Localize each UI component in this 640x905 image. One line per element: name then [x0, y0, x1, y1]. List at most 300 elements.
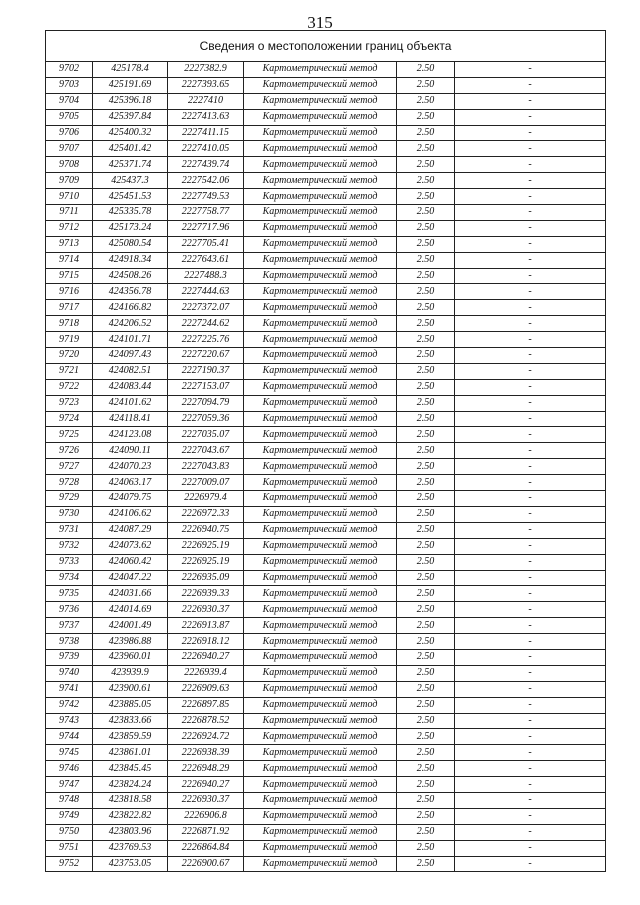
x-coordinate: 423845.45: [93, 761, 168, 777]
accuracy-cell: 2.50: [397, 109, 455, 125]
method-cell: Картометрический метод: [244, 745, 397, 761]
point-number: 9703: [46, 77, 93, 93]
method-cell: Картометрический метод: [244, 300, 397, 316]
x-coordinate: 424918.34: [93, 252, 168, 268]
point-number: 9714: [46, 252, 93, 268]
table-row: [46, 252, 606, 268]
description-cell: -: [455, 665, 606, 681]
table-row: [46, 236, 606, 252]
y-coordinate: 2227035.07: [168, 427, 244, 443]
page-number: 315: [307, 13, 333, 32]
description-cell: -: [455, 157, 606, 173]
x-coordinate: 424356.78: [93, 284, 168, 300]
accuracy-cell: 2.50: [397, 62, 455, 78]
point-number: 9749: [46, 808, 93, 824]
x-coordinate: 425400.32: [93, 125, 168, 141]
accuracy-cell: 2.50: [397, 713, 455, 729]
x-coordinate: 423803.96: [93, 824, 168, 840]
point-number: 9733: [46, 554, 93, 570]
description-cell: -: [455, 93, 606, 109]
x-coordinate: 424123.08: [93, 427, 168, 443]
table-row: [46, 649, 606, 665]
description-cell: -: [455, 491, 606, 507]
x-coordinate: 424090.11: [93, 443, 168, 459]
point-number: 9708: [46, 157, 93, 173]
x-coordinate: 424097.43: [93, 348, 168, 364]
x-coordinate: 424031.66: [93, 586, 168, 602]
table-row: [46, 379, 606, 395]
table-row: [46, 713, 606, 729]
description-cell: -: [455, 777, 606, 793]
accuracy-cell: 2.50: [397, 348, 455, 364]
point-number: 9746: [46, 761, 93, 777]
method-cell: Картометрический метод: [244, 713, 397, 729]
x-coordinate: 423986.88: [93, 634, 168, 650]
accuracy-cell: 2.50: [397, 634, 455, 650]
x-coordinate: 424060.42: [93, 554, 168, 570]
accuracy-cell: 2.50: [397, 856, 455, 872]
description-cell: -: [455, 554, 606, 570]
y-coordinate: 2227410: [168, 93, 244, 109]
method-cell: Картометрический метод: [244, 62, 397, 78]
x-coordinate: 425401.42: [93, 141, 168, 157]
accuracy-cell: 2.50: [397, 77, 455, 93]
method-cell: Картометрический метод: [244, 284, 397, 300]
table-row: [46, 681, 606, 697]
point-number: 9737: [46, 618, 93, 634]
accuracy-cell: 2.50: [397, 761, 455, 777]
description-cell: -: [455, 761, 606, 777]
y-coordinate: 2226939.4: [168, 665, 244, 681]
y-coordinate: 2226930.37: [168, 602, 244, 618]
point-number: 9729: [46, 491, 93, 507]
y-coordinate: 2227153.07: [168, 379, 244, 395]
point-number: 9751: [46, 840, 93, 856]
accuracy-cell: 2.50: [397, 316, 455, 332]
table-row: [46, 427, 606, 443]
description-cell: -: [455, 570, 606, 586]
method-cell: Картометрический метод: [244, 761, 397, 777]
point-number: 9736: [46, 602, 93, 618]
point-number: 9719: [46, 332, 93, 348]
accuracy-cell: 2.50: [397, 602, 455, 618]
description-cell: -: [455, 586, 606, 602]
description-cell: -: [455, 681, 606, 697]
method-cell: Картометрический метод: [244, 220, 397, 236]
method-cell: Картометрический метод: [244, 395, 397, 411]
table-row: [46, 284, 606, 300]
y-coordinate: 2227009.07: [168, 475, 244, 491]
x-coordinate: 423753.05: [93, 856, 168, 872]
point-number: 9722: [46, 379, 93, 395]
method-cell: Картометрический метод: [244, 522, 397, 538]
description-cell: -: [455, 840, 606, 856]
y-coordinate: 2226940.75: [168, 522, 244, 538]
description-cell: -: [455, 109, 606, 125]
accuracy-cell: 2.50: [397, 538, 455, 554]
x-coordinate: 424079.75: [93, 491, 168, 507]
x-coordinate: 423960.01: [93, 649, 168, 665]
description-cell: -: [455, 443, 606, 459]
point-number: 9709: [46, 173, 93, 189]
description-cell: -: [455, 125, 606, 141]
y-coordinate: 2227411.15: [168, 125, 244, 141]
x-coordinate: 424166.82: [93, 300, 168, 316]
y-coordinate: 2227220.67: [168, 348, 244, 364]
x-coordinate: 424106.62: [93, 506, 168, 522]
description-cell: -: [455, 205, 606, 221]
description-cell: -: [455, 62, 606, 78]
y-coordinate: 2226939.33: [168, 586, 244, 602]
y-coordinate: 2227043.67: [168, 443, 244, 459]
table-row: [46, 157, 606, 173]
x-coordinate: 423822.82: [93, 808, 168, 824]
point-number: 9712: [46, 220, 93, 236]
table-row: [46, 792, 606, 808]
y-coordinate: 2226900.67: [168, 856, 244, 872]
accuracy-cell: 2.50: [397, 205, 455, 221]
x-coordinate: 423824.24: [93, 777, 168, 793]
accuracy-cell: 2.50: [397, 189, 455, 205]
table-row: [46, 62, 606, 78]
accuracy-cell: 2.50: [397, 570, 455, 586]
method-cell: Картометрический метод: [244, 189, 397, 205]
accuracy-cell: 2.50: [397, 125, 455, 141]
description-cell: -: [455, 538, 606, 554]
description-cell: -: [455, 173, 606, 189]
y-coordinate: 2226938.39: [168, 745, 244, 761]
y-coordinate: 2226948.29: [168, 761, 244, 777]
accuracy-cell: 2.50: [397, 840, 455, 856]
x-coordinate: 425397.84: [93, 109, 168, 125]
point-number: 9747: [46, 777, 93, 793]
table-row: [46, 808, 606, 824]
table-row: [46, 332, 606, 348]
y-coordinate: 2226918.12: [168, 634, 244, 650]
point-number: 9726: [46, 443, 93, 459]
method-cell: Картометрический метод: [244, 792, 397, 808]
y-coordinate: 2226925.19: [168, 538, 244, 554]
accuracy-cell: 2.50: [397, 618, 455, 634]
point-number: 9735: [46, 586, 93, 602]
x-coordinate: 424001.49: [93, 618, 168, 634]
accuracy-cell: 2.50: [397, 697, 455, 713]
boundary-sheet: [45, 30, 605, 872]
table-row: [46, 586, 606, 602]
point-number: 9731: [46, 522, 93, 538]
x-coordinate: 424101.71: [93, 332, 168, 348]
method-cell: Картометрический метод: [244, 634, 397, 650]
description-cell: -: [455, 602, 606, 618]
method-cell: Картометрический метод: [244, 729, 397, 745]
accuracy-cell: 2.50: [397, 681, 455, 697]
description-cell: -: [455, 395, 606, 411]
table-row: [46, 506, 606, 522]
description-cell: -: [455, 824, 606, 840]
method-cell: Картометрический метод: [244, 475, 397, 491]
point-number: 9745: [46, 745, 93, 761]
description-cell: -: [455, 729, 606, 745]
point-number: 9750: [46, 824, 93, 840]
x-coordinate: 424063.17: [93, 475, 168, 491]
point-number: 9721: [46, 363, 93, 379]
y-coordinate: 2226924.72: [168, 729, 244, 745]
description-cell: -: [455, 348, 606, 364]
point-number: 9740: [46, 665, 93, 681]
accuracy-cell: 2.50: [397, 665, 455, 681]
method-cell: Картометрический метод: [244, 697, 397, 713]
method-cell: Картометрический метод: [244, 506, 397, 522]
accuracy-cell: 2.50: [397, 284, 455, 300]
accuracy-cell: 2.50: [397, 745, 455, 761]
table-row: [46, 491, 606, 507]
point-number: 9730: [46, 506, 93, 522]
point-number: 9742: [46, 697, 93, 713]
method-cell: Картометрический метод: [244, 236, 397, 252]
description-cell: -: [455, 713, 606, 729]
y-coordinate: 2226972.33: [168, 506, 244, 522]
x-coordinate: 425451.53: [93, 189, 168, 205]
description-cell: -: [455, 634, 606, 650]
y-coordinate: 2226871.92: [168, 824, 244, 840]
point-number: 9752: [46, 856, 93, 872]
x-coordinate: 425173.24: [93, 220, 168, 236]
table-row: [46, 125, 606, 141]
point-number: 9720: [46, 348, 93, 364]
y-coordinate: 2227542.06: [168, 173, 244, 189]
accuracy-cell: 2.50: [397, 427, 455, 443]
accuracy-cell: 2.50: [397, 252, 455, 268]
x-coordinate: 424073.62: [93, 538, 168, 554]
x-coordinate: 423818.58: [93, 792, 168, 808]
method-cell: Картометрический метод: [244, 856, 397, 872]
method-cell: Картометрический метод: [244, 411, 397, 427]
point-number: 9702: [46, 62, 93, 78]
method-cell: Картометрический метод: [244, 681, 397, 697]
description-cell: -: [455, 363, 606, 379]
point-number: 9705: [46, 109, 93, 125]
method-cell: Картометрический метод: [244, 665, 397, 681]
accuracy-cell: 2.50: [397, 411, 455, 427]
y-coordinate: 2227758.77: [168, 205, 244, 221]
method-cell: Картометрический метод: [244, 77, 397, 93]
accuracy-cell: 2.50: [397, 220, 455, 236]
accuracy-cell: 2.50: [397, 173, 455, 189]
point-number: 9707: [46, 141, 93, 157]
y-coordinate: 2227094.79: [168, 395, 244, 411]
x-coordinate: 423900.61: [93, 681, 168, 697]
x-coordinate: 423861.01: [93, 745, 168, 761]
table-row: [46, 220, 606, 236]
x-coordinate: 425080.54: [93, 236, 168, 252]
table-row: [46, 443, 606, 459]
method-cell: Картометрический метод: [244, 808, 397, 824]
accuracy-cell: 2.50: [397, 586, 455, 602]
y-coordinate: 2227225.76: [168, 332, 244, 348]
point-number: 9744: [46, 729, 93, 745]
description-cell: -: [455, 475, 606, 491]
point-number: 9741: [46, 681, 93, 697]
table-row: [46, 824, 606, 840]
method-cell: Картометрический метод: [244, 443, 397, 459]
x-coordinate: 425396.18: [93, 93, 168, 109]
table-row: [46, 522, 606, 538]
point-number: 9732: [46, 538, 93, 554]
point-number: 9743: [46, 713, 93, 729]
y-coordinate: 2227705.41: [168, 236, 244, 252]
accuracy-cell: 2.50: [397, 93, 455, 109]
table-row: [46, 268, 606, 284]
description-cell: -: [455, 252, 606, 268]
point-number: 9725: [46, 427, 93, 443]
x-coordinate: 424087.29: [93, 522, 168, 538]
accuracy-cell: 2.50: [397, 475, 455, 491]
x-coordinate: 425437.3: [93, 173, 168, 189]
method-cell: Картометрический метод: [244, 157, 397, 173]
x-coordinate: 423859.59: [93, 729, 168, 745]
description-cell: -: [455, 268, 606, 284]
boundary-table: [45, 30, 606, 872]
method-cell: Картометрический метод: [244, 840, 397, 856]
method-cell: Картометрический метод: [244, 379, 397, 395]
table-row: [46, 475, 606, 491]
description-cell: -: [455, 236, 606, 252]
y-coordinate: 2226925.19: [168, 554, 244, 570]
table-row: [46, 173, 606, 189]
point-number: 9728: [46, 475, 93, 491]
point-number: 9710: [46, 189, 93, 205]
description-cell: -: [455, 300, 606, 316]
accuracy-cell: 2.50: [397, 236, 455, 252]
method-cell: Картометрический метод: [244, 649, 397, 665]
y-coordinate: 2227413.63: [168, 109, 244, 125]
point-number: 9713: [46, 236, 93, 252]
point-number: 9711: [46, 205, 93, 221]
accuracy-cell: 2.50: [397, 157, 455, 173]
accuracy-cell: 2.50: [397, 554, 455, 570]
description-cell: -: [455, 284, 606, 300]
y-coordinate: 2227444.63: [168, 284, 244, 300]
description-cell: -: [455, 808, 606, 824]
table-row: [46, 77, 606, 93]
y-coordinate: 2227043.83: [168, 459, 244, 475]
y-coordinate: 2227439.74: [168, 157, 244, 173]
description-cell: -: [455, 332, 606, 348]
x-coordinate: 425371.74: [93, 157, 168, 173]
x-coordinate: 425335.78: [93, 205, 168, 221]
point-number: 9739: [46, 649, 93, 665]
x-coordinate: 424118.41: [93, 411, 168, 427]
table-row: [46, 395, 606, 411]
description-cell: -: [455, 745, 606, 761]
description-cell: -: [455, 427, 606, 443]
table-row: [46, 697, 606, 713]
accuracy-cell: 2.50: [397, 808, 455, 824]
table-row: [46, 459, 606, 475]
table-row: [46, 538, 606, 554]
table-row: [46, 411, 606, 427]
accuracy-cell: 2.50: [397, 506, 455, 522]
table-row: [46, 840, 606, 856]
point-number: 9748: [46, 792, 93, 808]
y-coordinate: 2227059.36: [168, 411, 244, 427]
accuracy-cell: 2.50: [397, 459, 455, 475]
accuracy-cell: 2.50: [397, 395, 455, 411]
y-coordinate: 2226909.63: [168, 681, 244, 697]
method-cell: Картометрический метод: [244, 586, 397, 602]
table-title: Сведения о местоположении границ объекта: [46, 31, 606, 62]
y-coordinate: 2226940.27: [168, 649, 244, 665]
accuracy-cell: 2.50: [397, 379, 455, 395]
method-cell: Картометрический метод: [244, 141, 397, 157]
table-row: [46, 348, 606, 364]
x-coordinate: 424082.51: [93, 363, 168, 379]
accuracy-cell: 2.50: [397, 443, 455, 459]
y-coordinate: 2227190.37: [168, 363, 244, 379]
x-coordinate: 424047.22: [93, 570, 168, 586]
accuracy-cell: 2.50: [397, 332, 455, 348]
x-coordinate: 424083.44: [93, 379, 168, 395]
description-cell: -: [455, 459, 606, 475]
y-coordinate: 2227382.9: [168, 62, 244, 78]
point-number: 9724: [46, 411, 93, 427]
method-cell: Картометрический метод: [244, 125, 397, 141]
y-coordinate: 2226940.27: [168, 777, 244, 793]
point-number: 9738: [46, 634, 93, 650]
y-coordinate: 2226864.84: [168, 840, 244, 856]
accuracy-cell: 2.50: [397, 268, 455, 284]
accuracy-cell: 2.50: [397, 141, 455, 157]
table-row: [46, 777, 606, 793]
point-number: 9717: [46, 300, 93, 316]
table-row: [46, 109, 606, 125]
x-coordinate: 423769.53: [93, 840, 168, 856]
table-row: [46, 93, 606, 109]
y-coordinate: 2227410.05: [168, 141, 244, 157]
point-number: 9723: [46, 395, 93, 411]
table-row: [46, 554, 606, 570]
x-coordinate: 423939.9: [93, 665, 168, 681]
accuracy-cell: 2.50: [397, 649, 455, 665]
x-coordinate: 423885.05: [93, 697, 168, 713]
table-row: [46, 316, 606, 332]
method-cell: Картометрический метод: [244, 173, 397, 189]
method-cell: Картометрический метод: [244, 205, 397, 221]
table-row: [46, 363, 606, 379]
method-cell: Картометрический метод: [244, 459, 397, 475]
method-cell: Картометрический метод: [244, 252, 397, 268]
table-row: [46, 665, 606, 681]
x-coordinate: 424070.23: [93, 459, 168, 475]
x-coordinate: 425178.4: [93, 62, 168, 78]
point-number: 9734: [46, 570, 93, 586]
y-coordinate: 2226913.87: [168, 618, 244, 634]
method-cell: Картометрический метод: [244, 348, 397, 364]
accuracy-cell: 2.50: [397, 824, 455, 840]
y-coordinate: 2227393.65: [168, 77, 244, 93]
accuracy-cell: 2.50: [397, 363, 455, 379]
point-number: 9704: [46, 93, 93, 109]
description-cell: -: [455, 379, 606, 395]
point-number: 9716: [46, 284, 93, 300]
accuracy-cell: 2.50: [397, 792, 455, 808]
x-coordinate: 424101.62: [93, 395, 168, 411]
table-row: [46, 141, 606, 157]
table-row: [46, 602, 606, 618]
table-row: [46, 618, 606, 634]
point-number: 9715: [46, 268, 93, 284]
method-cell: Картометрический метод: [244, 332, 397, 348]
